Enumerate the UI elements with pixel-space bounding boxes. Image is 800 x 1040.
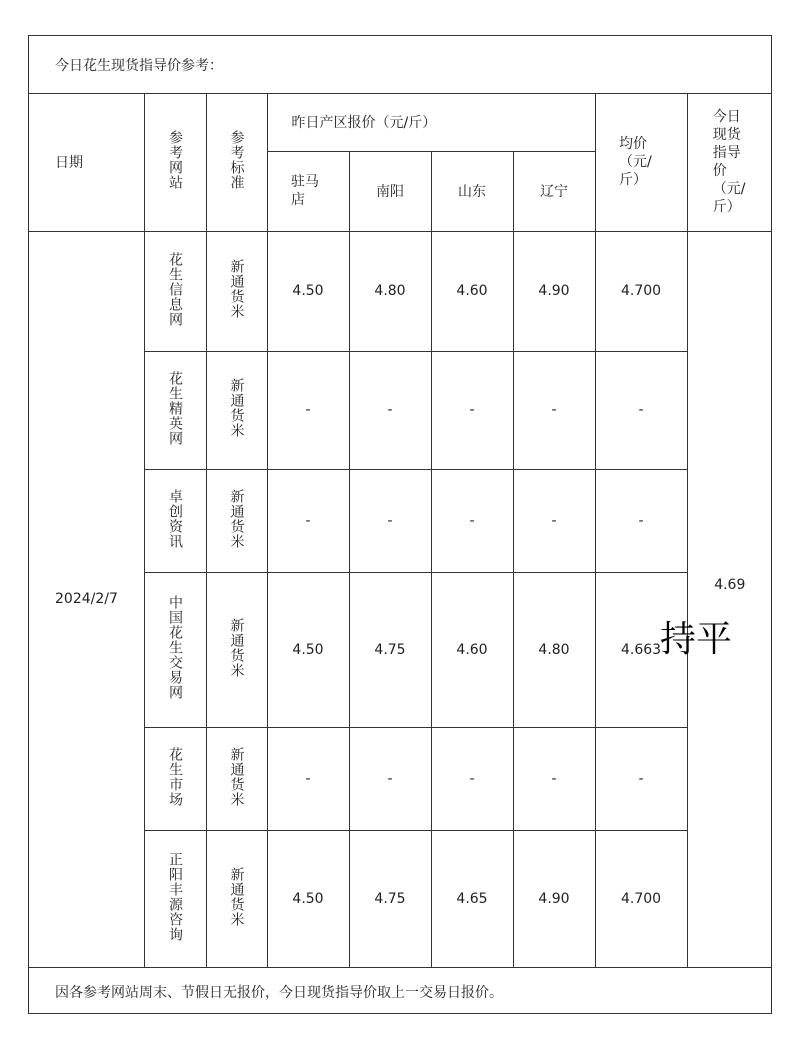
price-shandong: 4.60 — [431, 572, 513, 727]
price-liaoning: 4.80 — [513, 572, 595, 727]
site-cell: 花生精英网 — [144, 351, 206, 469]
price-average: 4.700 — [595, 830, 687, 967]
price-average: 4.663 — [595, 572, 687, 727]
price-nanyang: 4.75 — [349, 830, 431, 967]
site-cell: 中国花生交易网 — [144, 572, 206, 727]
price-shandong: 4.60 — [431, 231, 513, 351]
site-cell: 花生信息网 — [144, 231, 206, 351]
guide-note-overlay: 持平 — [660, 619, 733, 660]
date-cell: 2024/2/7 — [29, 231, 144, 967]
header-site: 参考网站 — [144, 94, 206, 231]
price-shandong: - — [431, 469, 513, 572]
standard-cell: 新通货米 — [206, 727, 267, 830]
header-standard: 参考标准 — [206, 94, 267, 231]
guide-price-cell — [687, 231, 772, 967]
price-liaoning: - — [513, 351, 595, 469]
price-average: - — [595, 351, 687, 469]
header-region-nanyang: 南阳 — [349, 151, 431, 231]
price-zhumadian: - — [267, 351, 349, 469]
price-shandong: - — [431, 727, 513, 830]
header-region-zhumadian: 驻马店 — [267, 151, 349, 231]
header-date: 日期 — [29, 94, 144, 231]
header-region-liaoning: 辽宁 — [513, 151, 595, 231]
price-shandong: - — [431, 351, 513, 469]
header-average: 均价（元/斤） — [595, 94, 687, 231]
standard-cell: 新通货米 — [206, 572, 267, 727]
price-document — [28, 35, 772, 1014]
price-nanyang: 4.80 — [349, 231, 431, 351]
price-nanyang: - — [349, 351, 431, 469]
footer-note: 因各参考网站周末、节假日无报价，今日现货指导价取上一交易日报价。 — [55, 984, 503, 1001]
price-shandong: 4.65 — [431, 830, 513, 967]
header-yesterday-group: 昨日产区报价（元/斤） — [267, 94, 595, 151]
site-cell: 花生市场 — [144, 727, 206, 830]
header-region-shandong: 山东 — [431, 151, 513, 231]
standard-cell: 新通货米 — [206, 231, 267, 351]
price-liaoning: 4.90 — [513, 231, 595, 351]
price-zhumadian: - — [267, 727, 349, 830]
price-table — [29, 94, 772, 968]
price-zhumadian: 4.50 — [267, 231, 349, 351]
price-nanyang: - — [349, 469, 431, 572]
document-title: 今日花生现货指导价参考： — [29, 36, 771, 94]
price-liaoning: 4.90 — [513, 830, 595, 967]
standard-cell: 新通货米 — [206, 469, 267, 572]
price-nanyang: - — [349, 727, 431, 830]
price-zhumadian: 4.50 — [267, 830, 349, 967]
price-zhumadian: 4.50 — [267, 572, 349, 727]
price-average: - — [595, 469, 687, 572]
standard-cell: 新通货米 — [206, 830, 267, 967]
price-average: - — [595, 727, 687, 830]
table-row — [29, 231, 772, 351]
price-average: 4.700 — [595, 231, 687, 351]
standard-cell: 新通货米 — [206, 351, 267, 469]
site-cell: 正阳丰源咨询 — [144, 830, 206, 967]
price-liaoning: - — [513, 727, 595, 830]
price-liaoning: - — [513, 469, 595, 572]
header-guide: 今日现货指导价（元/斤） — [687, 94, 772, 231]
guide-price-value: 4.69 — [714, 576, 746, 593]
price-nanyang: 4.75 — [349, 572, 431, 727]
site-cell: 卓创资讯 — [144, 469, 206, 572]
price-zhumadian: - — [267, 469, 349, 572]
